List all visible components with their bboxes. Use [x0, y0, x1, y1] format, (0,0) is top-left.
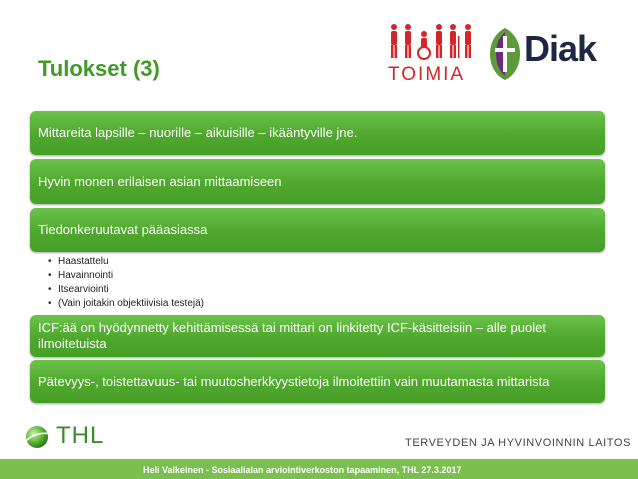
content-box-text: Tiedonkeruutavat pääasiassa [38, 222, 208, 237]
list-item: • (Vain joitakin objektiivisia testejä) [48, 297, 448, 311]
content-box-text: Mittareita lapsille – nuorille – aikuisille – ikääntyville jne. [38, 125, 358, 140]
diak-logo-text: Diak [524, 28, 597, 69]
thl-globe-icon [22, 422, 52, 452]
thl-logo [22, 422, 122, 452]
content-box-icf [30, 315, 605, 357]
toimia-logo [384, 22, 476, 92]
data-collection-methods-list [48, 255, 448, 311]
list-item: • Haastattelu [48, 255, 448, 269]
content-box-text: ICF:ää on hyödynnetty kehittämisessä tai mittari on linkitetty ICF-käsitteisiin – alle puolet ilmoitetuista [38, 320, 546, 351]
diak-cross-icon [488, 26, 522, 82]
diak-logo [488, 26, 610, 86]
slide-title: Tulokset (3) [38, 56, 160, 81]
content-box-age-groups [30, 111, 605, 155]
thl-logo-text: THL [56, 422, 105, 449]
content-box-text: Pätevyys-, toistettavuus- tai muutosherkkyystietoja ilmoitettiin vain muutamasta mittarista [38, 373, 550, 389]
institute-name: TERVEYDEN JA HYVINVOINNIN LAITOS [405, 437, 632, 449]
content-box-data-collection [30, 208, 605, 252]
list-item: • Havainnointi [48, 269, 448, 283]
content-box-measurement [30, 159, 605, 204]
content-box-validity [30, 360, 605, 403]
list-item: • Itsearviointi [48, 283, 448, 297]
people-figures-icon [384, 22, 476, 62]
toimia-logo-text: TOIMIA [388, 64, 466, 85]
content-box-text: Hyvin monen erilaisen asian mittaamiseen [38, 173, 282, 189]
footer-text: Heli Valkeinen - Sosiaalialan arviointiverkoston tapaaminen, THL 27.3.2017 [143, 465, 462, 475]
